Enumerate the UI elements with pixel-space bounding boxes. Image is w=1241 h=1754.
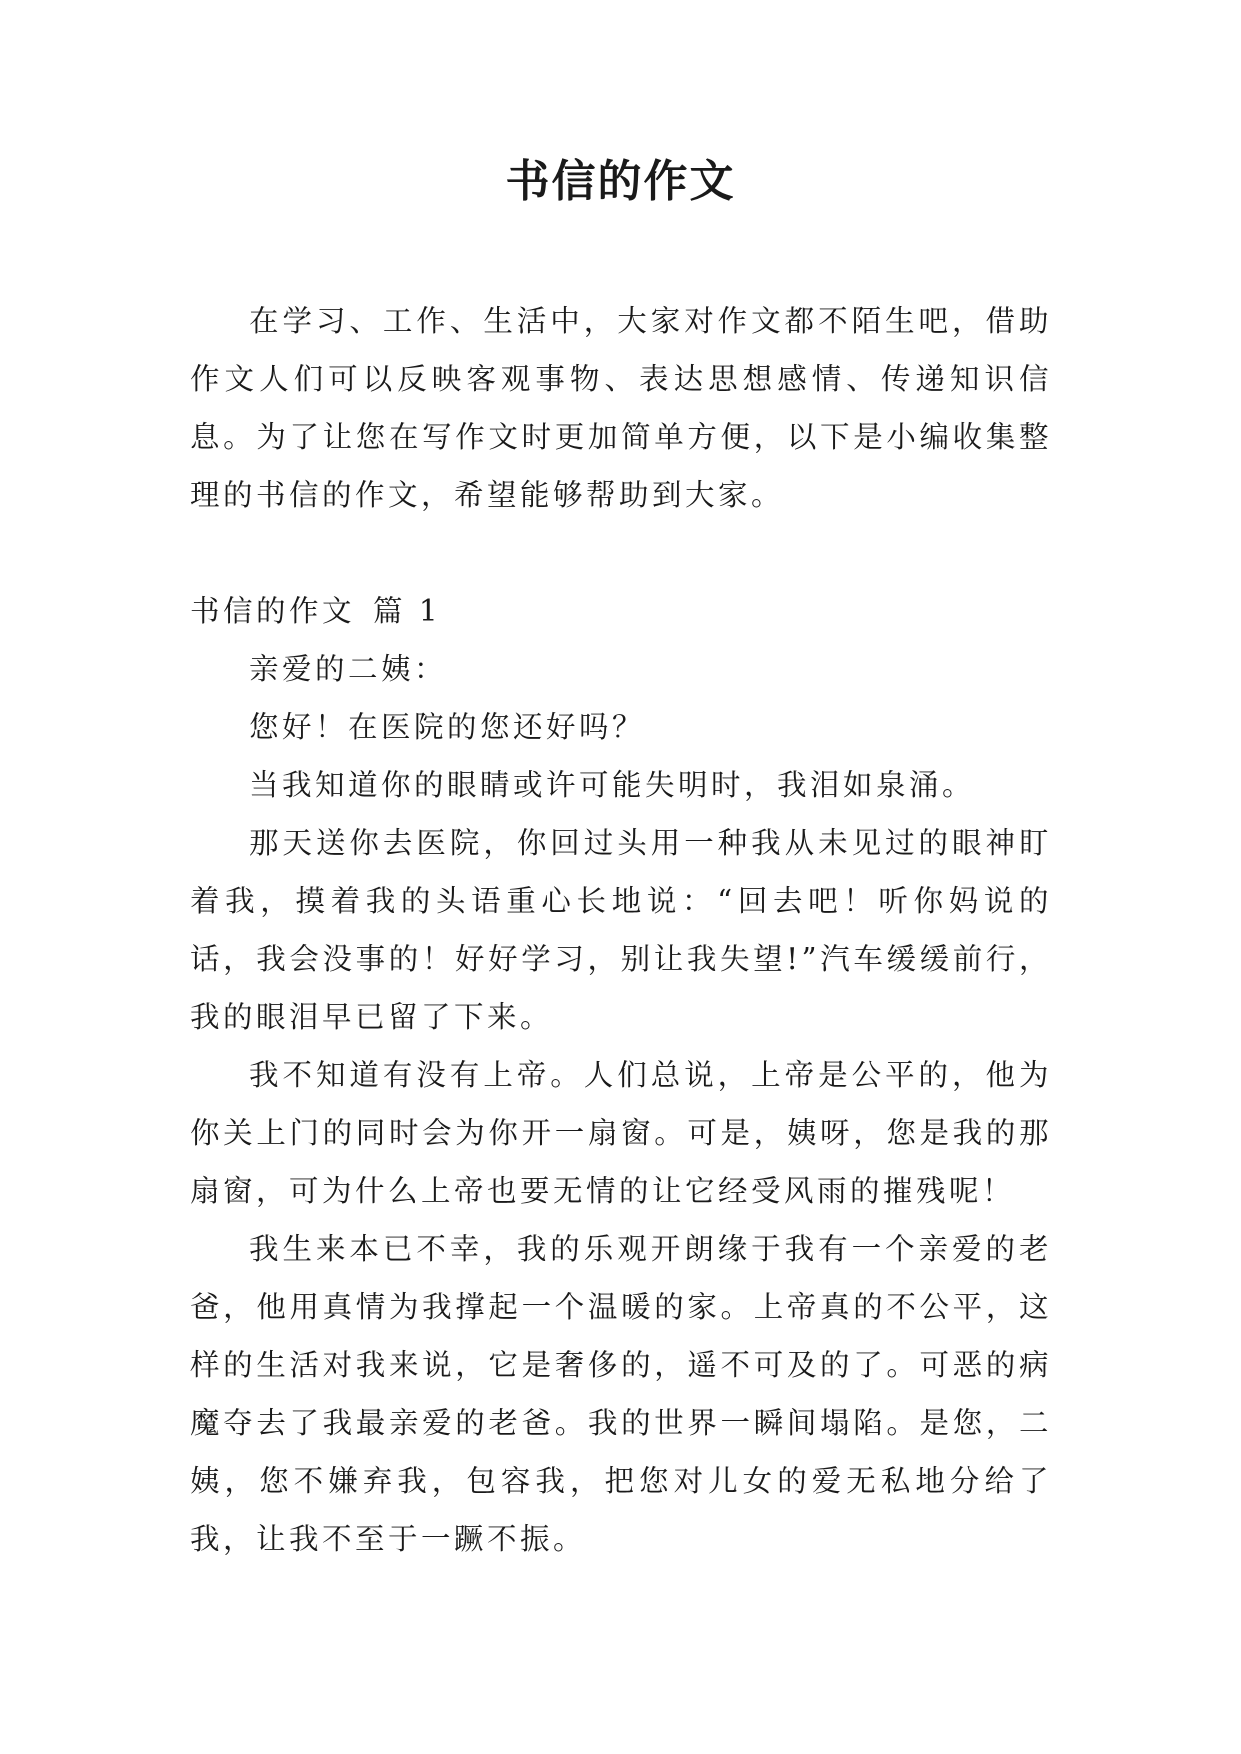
document-body <box>190 292 1052 1568</box>
document-title: 书信的作文 <box>505 156 736 207</box>
letter-salutation: 亲爱的二姨： <box>249 652 448 686</box>
intro-paragraph: 在学习、工作、生活中，大家对作文都不陌生吧，借助作文人们可以反映客观事物、表达思想感情、传递知识信息。为了让您在写作文时更加简单方便，以下是小编收集整理的书信的作文，希望能够帮助到大家。 <box>190 304 1052 512</box>
section-number: 篇 1 <box>373 594 442 628</box>
section-heading-text: 书信的作文 <box>190 594 356 628</box>
letter-paragraph: 我生来本已不幸，我的乐观开朗缘于我有一个亲爱的老爸，他用真情为我撑起一个温暖的家。上帝真的不公平，这样的生活对我来说，它是奢侈的，遥不可及的了。可恶的病魔夺去了我最亲爱的老爸。我的世界一瞬间塌陷。是您，二姨，您不嫌弃我，包容我，把您对儿女的爱无私地分给了我，让我不至于一蹶不振。 <box>190 1232 1052 1556</box>
letter-paragraph: 我不知道有没有上帝。人们总说，上帝是公平的，他为你关上门的同时会为你开一扇窗。可是，姨呀，您是我的那扇窗，可为什么上帝也要无情的让它经受风雨的摧残呢！ <box>190 1058 1052 1208</box>
letter-greeting: 您好！在医院的您还好吗？ <box>249 710 646 744</box>
section-heading <box>190 582 1052 640</box>
letter-paragraph: 当我知道你的眼睛或许可能失明时，我泪如泉涌。 <box>249 768 976 802</box>
letter-paragraph: 那天送你去医院，你回过头用一种我从未见过的眼神盯着我，摸着我的头语重心长地说：“回去吧！听你妈说的话，我会没事的！好好学习，别让我失望!”汽车缓缓前行，我的眼泪早已留了下来。 <box>190 826 1052 1034</box>
